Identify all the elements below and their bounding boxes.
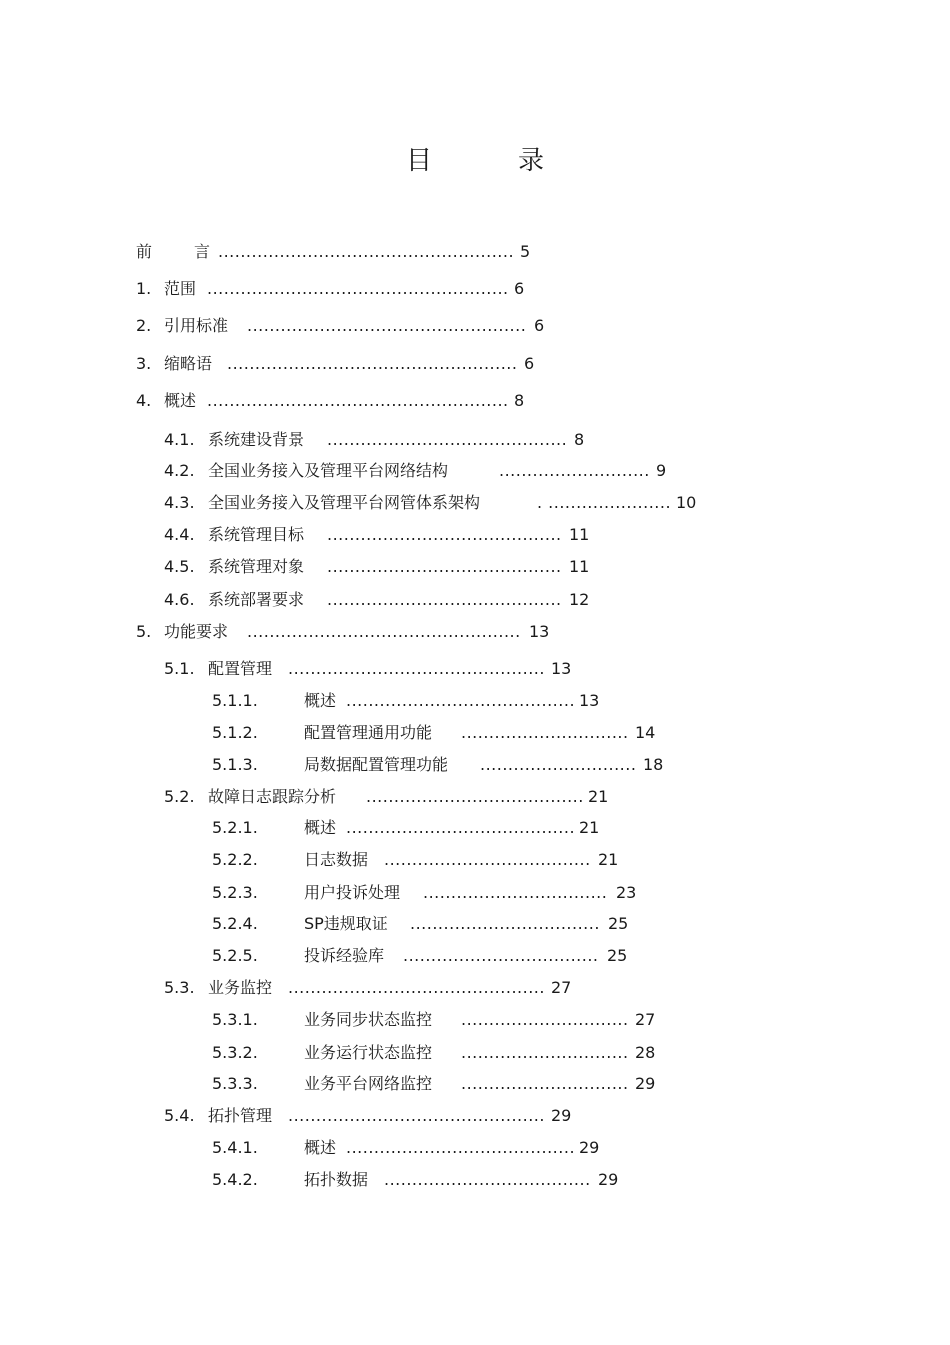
- toc-page: 5: [520, 242, 531, 261]
- toc-leader: ..............................: [461, 723, 629, 742]
- toc-leader: . ......................: [537, 493, 672, 512]
- toc-page: 29: [579, 1138, 600, 1157]
- toc-label: SP违规取证: [304, 914, 388, 933]
- toc-number: 5.3.3.: [212, 1074, 258, 1093]
- toc-label: 投诉经验库: [304, 946, 385, 965]
- toc-page: 25: [608, 914, 629, 933]
- toc-number: 5.2.3.: [212, 883, 258, 902]
- toc-label: 概述: [164, 391, 197, 410]
- toc-page: 13: [551, 659, 572, 678]
- toc-number: 1.: [136, 279, 152, 298]
- toc-number: 4.4.: [164, 525, 195, 544]
- toc-page: 12: [569, 590, 590, 609]
- toc-leader: ......................................................: [207, 391, 509, 410]
- toc-label: 业务监控: [208, 978, 273, 997]
- toc-number: 4.6.: [164, 590, 195, 609]
- toc-label: 故障日志跟踪分析: [208, 787, 337, 806]
- toc-page: 6: [534, 316, 545, 335]
- toc-number: 5.3.2.: [212, 1043, 258, 1062]
- toc-leader: .......................................: [366, 787, 584, 806]
- toc-number: 5.2.2.: [212, 850, 258, 869]
- toc-page: 6: [524, 354, 535, 373]
- toc-label: 用户投诉处理: [304, 883, 401, 902]
- toc-label: 缩略语: [164, 354, 213, 373]
- toc-label: 概述: [304, 1138, 337, 1157]
- toc-leader: ..........................................: [327, 557, 562, 576]
- toc-page: 9: [656, 461, 667, 480]
- toc-number: 5.1.3.: [212, 755, 258, 774]
- toc-leader: ............................: [480, 755, 637, 774]
- toc-leader: .................................................: [247, 622, 521, 641]
- toc-label: 配置管理通用功能: [304, 723, 433, 742]
- toc-page: 29: [551, 1106, 572, 1125]
- toc-number: 5.2.4.: [212, 914, 258, 933]
- toc-label: 局数据配置管理功能: [304, 755, 449, 774]
- toc-label: 全国业务接入及管理平台网络结构: [208, 461, 449, 480]
- toc-page: 29: [598, 1170, 619, 1189]
- toc-label: 业务运行状态监控: [304, 1043, 433, 1062]
- toc-page: 23: [616, 883, 637, 902]
- toc-label: 拓扑数据: [304, 1170, 369, 1189]
- toc-leader: ..............................: [461, 1010, 629, 1029]
- toc-page: 8: [514, 391, 525, 410]
- toc-leader: .....................................: [384, 850, 591, 869]
- toc-number: 5.3.: [164, 978, 195, 997]
- toc-label: 业务平台网络监控: [304, 1074, 433, 1093]
- toc-page: 21: [579, 818, 600, 837]
- toc-leader: ..............................: [461, 1074, 629, 1093]
- toc-label: 系统管理对象: [208, 557, 305, 576]
- toc-number: 5.2.5.: [212, 946, 258, 965]
- toc-page: 6: [514, 279, 525, 298]
- toc-number: 5.2.1.: [212, 818, 258, 837]
- toc-number: 4.1.: [164, 430, 195, 449]
- toc-label: 引用标准: [164, 316, 229, 335]
- toc-leader: ..................................................: [247, 316, 527, 335]
- toc-number: 2.: [136, 316, 152, 335]
- toc-leader: ..............................................: [288, 978, 545, 997]
- toc-leader: .........................................: [346, 691, 576, 710]
- toc-leader: ..............................................: [288, 659, 545, 678]
- toc-leader: .........................................: [346, 818, 576, 837]
- toc-number: 5.2.: [164, 787, 195, 806]
- toc-page: 11: [569, 525, 590, 544]
- toc-label: 业务同步状态监控: [304, 1010, 433, 1029]
- toc-page: 29: [635, 1074, 656, 1093]
- toc-page: 8: [574, 430, 585, 449]
- toc-page: 25: [607, 946, 628, 965]
- toc-leader: ...........................................: [327, 430, 568, 449]
- toc-number: 5.4.2.: [212, 1170, 258, 1189]
- toc-number: 3.: [136, 354, 152, 373]
- toc-label: 系统建设背景: [208, 430, 305, 449]
- toc-leader: ...................................: [403, 946, 599, 965]
- toc-leader: ..............................................: [288, 1106, 545, 1125]
- toc-label: 系统部署要求: [208, 590, 305, 609]
- toc-number: 5.: [136, 622, 152, 641]
- toc-page: 11: [569, 557, 590, 576]
- toc-leader: .....................................................: [218, 242, 515, 261]
- toc-leader: ....................................................: [227, 354, 518, 373]
- toc-label: 范围: [164, 279, 197, 298]
- toc-page: 27: [551, 978, 572, 997]
- toc-label: 拓扑管理: [208, 1106, 273, 1125]
- toc-number: 前: [136, 242, 153, 261]
- toc-number: 5.4.: [164, 1106, 195, 1125]
- toc-leader: .........................................: [346, 1138, 576, 1157]
- toc-leader: ...........................: [499, 461, 650, 480]
- toc-label: 言: [194, 242, 211, 261]
- toc-leader: ..........................................: [327, 590, 562, 609]
- toc-page: 21: [588, 787, 609, 806]
- toc-page: 27: [635, 1010, 656, 1029]
- toc-number: 4.: [136, 391, 152, 410]
- toc-leader: ......................................................: [207, 279, 509, 298]
- toc-number: 5.3.1.: [212, 1010, 258, 1029]
- toc-leader: .................................: [423, 883, 608, 902]
- toc-leader: ..............................: [461, 1043, 629, 1062]
- toc-label: 功能要求: [164, 622, 229, 641]
- toc-page: 13: [529, 622, 550, 641]
- toc-number: 4.5.: [164, 557, 195, 576]
- toc-number: 5.4.1.: [212, 1138, 258, 1157]
- toc-page: 10: [676, 493, 697, 512]
- toc-leader: ..................................: [410, 914, 600, 933]
- toc-leader: ..........................................: [327, 525, 562, 544]
- toc-number: 5.1.1.: [212, 691, 258, 710]
- toc-page: 13: [579, 691, 600, 710]
- toc-label: 概述: [304, 691, 337, 710]
- toc-leader: .....................................: [384, 1170, 591, 1189]
- toc-page: 18: [643, 755, 664, 774]
- toc-page: 21: [598, 850, 619, 869]
- toc-label: 概述: [304, 818, 337, 837]
- toc-number: 4.2.: [164, 461, 195, 480]
- toc-label: 全国业务接入及管理平台网管体系架构: [208, 493, 481, 512]
- toc-page: 28: [635, 1043, 656, 1062]
- toc-title: 目 录: [405, 146, 574, 176]
- toc-label: 系统管理目标: [208, 525, 305, 544]
- toc-label: 配置管理: [208, 659, 273, 678]
- toc-label: 日志数据: [304, 850, 369, 869]
- toc-page: 14: [635, 723, 656, 742]
- toc-number: 5.1.: [164, 659, 195, 678]
- toc-number: 5.1.2.: [212, 723, 258, 742]
- toc-number: 4.3.: [164, 493, 195, 512]
